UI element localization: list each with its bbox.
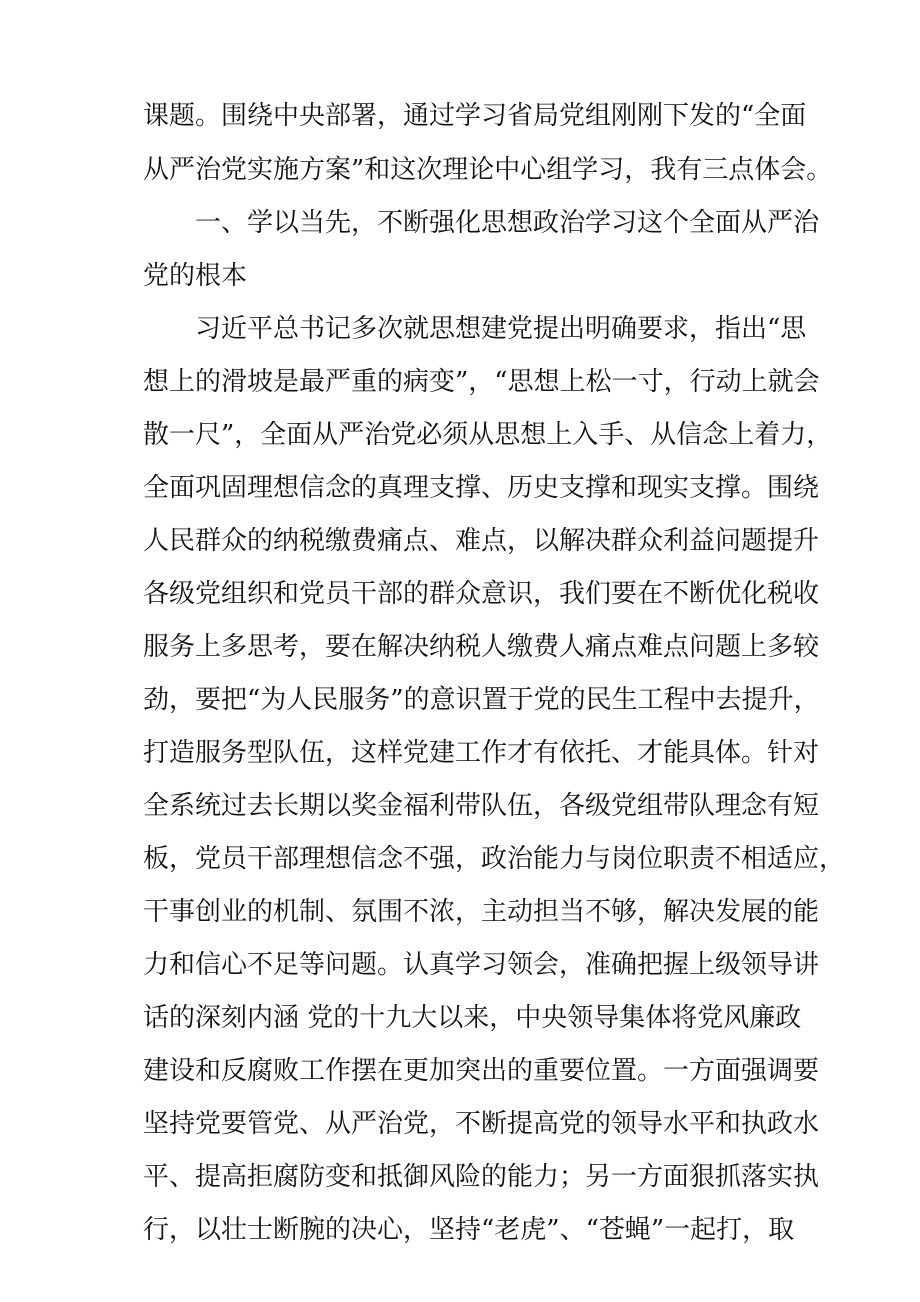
- text-line-9: 人民群众的纳税缴费痛点、难点，以解决群众利益问题提升: [143, 526, 820, 556]
- text-line-7: 散一尺”，全面从严治党必须从思想上入手、从信念上着力，: [143, 420, 833, 450]
- text-line-22: 行，以壮士断腕的决心，坚持“老虎”、“苍蝇”一起打，取: [143, 1215, 795, 1245]
- text-line-10: 各级党组织和党员干部的群众意识，我们要在不断优化税收: [143, 579, 820, 609]
- text-line-17: 力和信心不足等问题。认真学习领会，准确把握上级领导讲: [143, 950, 820, 980]
- text-line-18: 话的深刻内涵 党的十九大以来，中央领导集体将党风廉政: [143, 1003, 802, 1033]
- text-line-5: 习近平总书记多次就思想建党提出明确要求，指出“思: [195, 314, 807, 344]
- text-line-13: 打造服务型队伍，这样党建工作才有依托、才能具体。针对: [143, 738, 820, 768]
- text-line-6: 想上的滑坡是最严重的病变”，“思想上松一寸，行动上就会: [143, 367, 820, 397]
- text-line-14: 全系统过去长期以奖金福利带队伍，各级党组带队理念有短: [143, 791, 820, 821]
- text-line-1: 课题。围绕中央部署，通过学习省局党组刚刚下发的“全面: [143, 101, 807, 131]
- text-line-12: 劲，要把“为人民服务”的意识置于党的民生工程中去提升，: [143, 685, 820, 715]
- text-line-19: 建设和反腐败工作摆在更加突出的重要位置。一方面强调要: [143, 1056, 820, 1086]
- text-line-11: 服务上多思考，要在解决纳税人缴费人痛点难点问题上多较: [143, 632, 820, 662]
- text-line-16: 干事创业的机制、氛围不浓，主动担当不够，解决发展的能: [143, 897, 820, 927]
- text-line-21: 平、提高拒腐防变和抵御风险的能力；另一方面狠抓落实执: [143, 1162, 820, 1192]
- text-line-15: 板，党员干部理想信念不强，政治能力与岗位职责不相适应，: [143, 844, 846, 874]
- section-heading-line-2: 党的根本: [143, 261, 248, 291]
- text-line-8: 全面巩固理想信念的真理支撑、历史支撑和现实支撑。围绕: [143, 473, 820, 503]
- text-line-20: 坚持党要管党、从严治党，不断提高党的领导水平和执政水: [143, 1109, 820, 1139]
- section-heading-line-1: 一、学以当先，不断强化思想政治学习这个全面从严治: [195, 208, 820, 238]
- text-line-2: 从严治党实施方案”和这次理论中心组学习，我有三点体会。: [143, 155, 833, 185]
